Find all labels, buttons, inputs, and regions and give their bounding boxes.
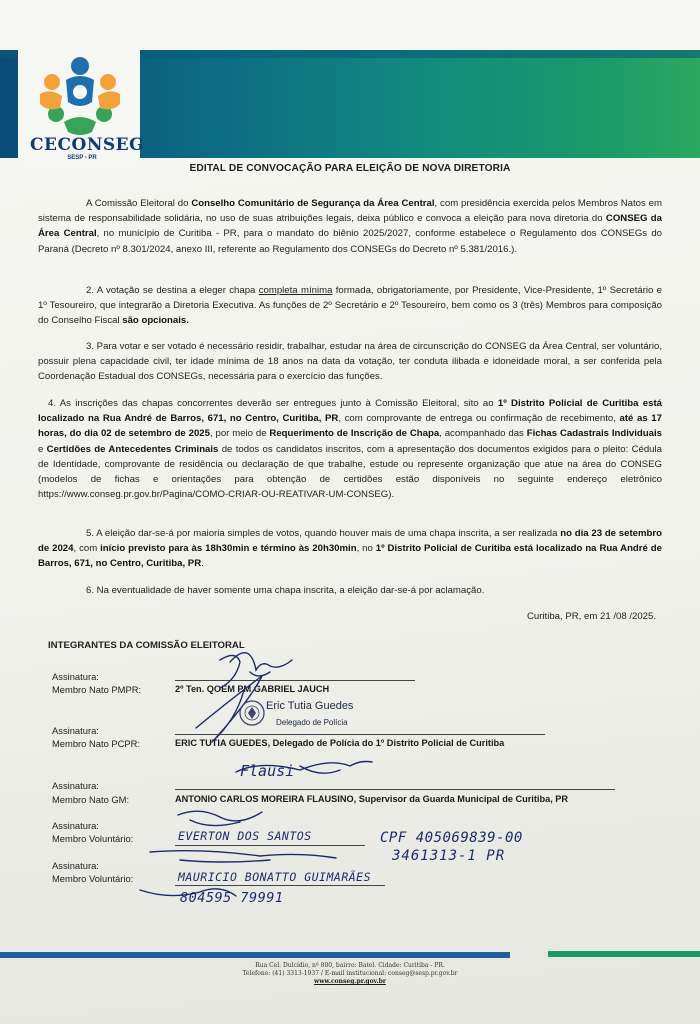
signature-scribble-1 — [220, 653, 292, 688]
signature-label-1: Assinatura: — [52, 671, 99, 682]
p5-text-3: , no — [356, 543, 376, 555]
signature-line-5 — [175, 885, 385, 886]
footer-website[interactable] — [0, 978, 700, 985]
p4-deadline: até as 17 horas, do dia 02 de setembro de 2025 — [38, 413, 662, 440]
date-line: Curitiba, PR, em 21 /08 /2025. — [526, 611, 656, 622]
p1-text-3: , no município de Curitiba - PR, para o mandato do biênio 2025/2027, conforme estabelece o Regulamento dos CONSEGs do Paraná (Decreto nº 8.301/2024, anexo III, referente ao Regulamento dos CONSEGs do Decreto nº 5.381/2016.). — [38, 228, 662, 255]
p4-location: 1º Distrito Policial de Curitiba está localizado na Rua André de Barros, 671, no Centro, Curitiba, PR — [38, 398, 662, 425]
p1-text-2: , com presidência exercida pelos Membros Natos em sistema de responsabilidade solidária, no uso de suas atribuições legais, deixa público e convoca a eleição para nova diretoria do — [38, 198, 662, 225]
member-name-2-rest: , Delegado de Polícia do 1º Distrito Policial de Curitiba — [267, 738, 505, 748]
p2-text: 2. A votação se destina a eleger chapa — [86, 285, 259, 296]
paragraph-4 — [38, 396, 662, 502]
signature-line-1 — [175, 680, 415, 681]
signature-line-4 — [175, 845, 365, 846]
p4-text-4: , acompanhado das — [439, 428, 527, 440]
p4-text-3: , por meio de — [209, 428, 270, 440]
signature-scribble-5 — [150, 851, 336, 862]
member-name-3-bold: ANTONIO CARLOS MOREIRA FLAUSINO, Supervisor da Guarda Municipal de Curitiba, PR — [175, 794, 569, 804]
member-name-1-bold: 2º Ten. QOEM PM GABRIEL JAUCH — [175, 684, 330, 694]
member-name-3 — [175, 794, 568, 804]
handwritten-name-vol1: EVERTON DOS SANTOS — [178, 829, 312, 843]
paragraph-6: 6. Na eventualidade de haver somente uma chapa inscrita, a eleição dar-se-á por aclamação. — [86, 585, 485, 596]
footer-website-link[interactable]: www.conseg.pr.gov.br — [314, 978, 386, 985]
p2-optional: são opcionais. — [122, 315, 189, 327]
member-role-1: Membro Nato PMPR: — [52, 684, 142, 695]
p5-text-4: . — [201, 558, 204, 570]
handwritten-name-vol2: MAURICIO BONATTO GUIMARÃES — [178, 870, 372, 884]
p5-text-2: , com — [73, 543, 101, 555]
signature-scribble-4 — [178, 811, 262, 825]
stamp-role: Delegado de Polícia — [276, 718, 348, 727]
document-title: EDITAL DE CONVOCAÇÃO PARA ELEIÇÃO DE NOVA DIRETORIA — [189, 163, 511, 174]
paragraph-1 — [38, 196, 662, 257]
handwritten-number-vol2: 804595 79991 — [180, 890, 284, 906]
p1-council-name: Conselho Comunitário de Segurança da Área Central — [191, 198, 435, 209]
p5-location: 1º Distrito Policial de Curitiba está localizado na Rua André de Barros, 671, no Centro, Curitiba, PR — [38, 543, 662, 570]
handwritten-signature-gm: Flausi — [240, 762, 295, 780]
footer-contact: Telefone: (41) 3313-1937 / E-mail institucional: conseg@sesp.pr.gov.br — [242, 970, 458, 977]
footer-bar-blue — [0, 952, 510, 958]
paragraph-5 — [38, 526, 662, 572]
police-stamp-icon — [240, 701, 264, 725]
handwritten-rg-vol1: 3461313-1 PR — [392, 848, 506, 864]
signature-line-2 — [175, 734, 545, 735]
p4-certidoes: Certidões de Antecedentes Criminais — [46, 443, 219, 455]
signature-label-5: Assinatura: — [52, 860, 99, 871]
commission-title: INTEGRANTES DA COMISSÃO ELEITORAL — [48, 640, 245, 651]
member-role-3: Membro Nato GM: — [52, 794, 130, 805]
p4-text-6: de todos os candidatos inscritos, com a apresentação dos documentos exigidos para o pleito: Cédula de Identidade, comprovante de residência ou declaração de que trabalhe, estude ou represente organização que atue na área do CONSEG (modelos de fichas e orientações para obtenção de certidões estão disponíveis no seguinte endereço eletrônico https://www.conseg.pr.gov.br/Pagina/COMO-CRIAR-OU-REATIVAR-UM-CONSEG). — [38, 443, 662, 501]
p5-time: início previsto para às 18h30min e término às 20h30min — [100, 543, 357, 555]
stamp-name: Eric Tutia Guedes — [266, 700, 354, 712]
p4-requirement: Requerimento de Inscrição de Chapa — [269, 428, 440, 440]
signature-label-3: Assinatura: — [52, 780, 99, 791]
p2-underlined: completa mínima — [258, 285, 333, 296]
logo-subtitle: SESP - PR — [67, 155, 97, 161]
p2-text-2: formada, obrigatoriamente, por Presidente, Vice-Presidente, 1º Secretário e 1º Tesoureiro, que integrarão a Diretoria Executiva. As funções de 2º Secretário e 2º Tesoureiro, bem como os 3 (três) Membros para composição do Conselho Fiscal — [38, 285, 663, 327]
member-name-2-bold: ERIC TUTIA GUEDES — [175, 738, 268, 748]
p1-conseg-name: CONSEG da Área Central — [38, 213, 662, 240]
paragraph-2 — [38, 283, 662, 329]
ceconseg-logo-icon — [26, 52, 134, 138]
handwritten-cpf-vol1: CPF 405069839-00 — [380, 830, 523, 846]
p4-text-2: , com comprovante de entrega ou confirmação de recebimento, — [338, 413, 620, 425]
member-name-2 — [175, 738, 504, 748]
member-role-4: Membro Voluntário: — [52, 833, 134, 844]
p5-date: no dia 23 de setembro de 2024 — [38, 528, 662, 555]
member-role-2: Membro Nato PCPR: — [52, 738, 141, 749]
p1-text: A Comissão Eleitoral do — [86, 198, 192, 209]
p4-text-5: e — [38, 443, 47, 455]
signature-label-4: Assinatura: — [52, 820, 99, 831]
footer-bar-green — [548, 951, 700, 957]
logo-text: CECONSEG — [30, 135, 145, 155]
paragraph-3: 3. Para votar e ser votado é necessário residir, trabalhar, estudar na área de circunscrição do CONSEG da Área Central, ser voluntário, possuir plena capacidade civil, ter idade mínima de 18 anos na data da votação, ter conduta ilibada e idoneidade moral, a ser conferida pela Coordenação Estadual dos CONSEGs, necessária para o exercício das funções. — [38, 341, 662, 383]
footer-address: Rua Cel. Dulcídio, nº 800, bairro: Batel. Cidade: Curitiba - PR. — [255, 962, 445, 969]
member-role-5: Membro Voluntário: — [52, 873, 134, 884]
p4-fichas: Fichas Cadastrais Individuais — [526, 428, 662, 440]
signature-line-3 — [175, 789, 615, 790]
signature-label-2: Assinatura: — [52, 725, 99, 736]
member-name-1 — [175, 684, 329, 694]
p4-text: 4. As inscrições das chapas concorrentes deverão ser entregues junto à Comissão Eleitoral, sito ao — [48, 398, 498, 409]
p5-text: 5. A eleição dar-se-á por maioria simples de votos, quando houver mais de uma chapa inscrita, a ser realizada — [86, 528, 561, 539]
